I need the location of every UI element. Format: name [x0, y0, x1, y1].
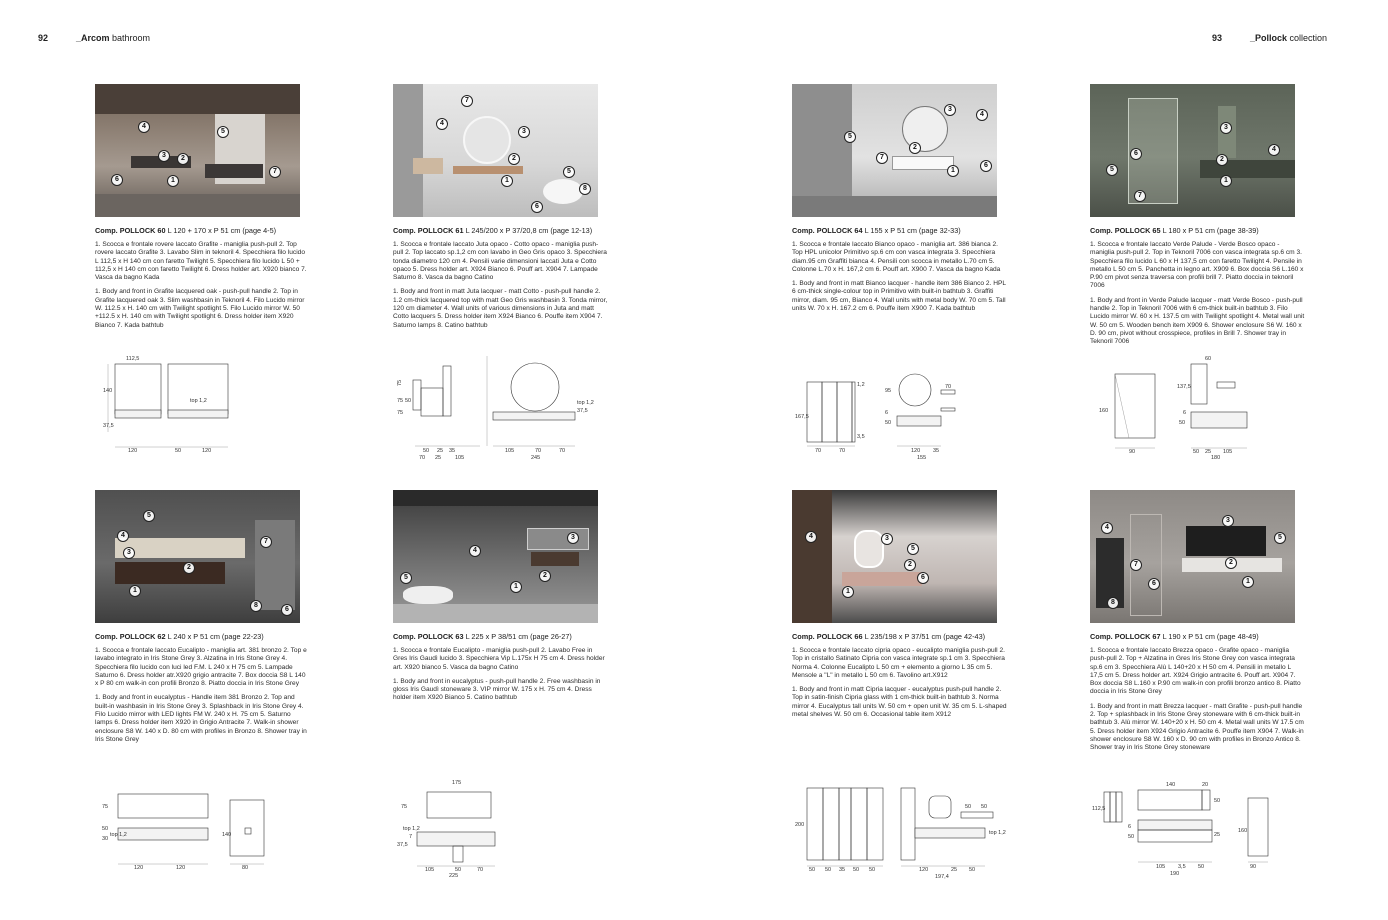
splashback — [1186, 526, 1266, 556]
dimension-label: 50 — [869, 867, 876, 873]
composition-photo — [1090, 490, 1295, 623]
composition-photo — [95, 490, 300, 623]
callout-marker: 4 — [1268, 144, 1280, 156]
callout-marker: 1 — [842, 586, 854, 598]
tall-units — [792, 490, 832, 623]
dimension-label: 50 — [1193, 449, 1200, 455]
dimension-label: 175 — [452, 780, 462, 786]
callout-marker: 6 — [531, 201, 543, 213]
callout-marker: 2 — [904, 559, 916, 571]
callout-marker: 4 — [117, 530, 129, 542]
dimension-label: 90 — [1129, 449, 1136, 455]
dimension-label: 37,5 — [577, 408, 588, 414]
composition-dimensions: L 225 x P 38/51 cm (page 26-27) — [463, 632, 572, 641]
description-english: 1. Body and front in matt Brezza lacquer - matt Grafite - push-pull handle 2. Top + splashback in Iris Stone Grey stoneware with 6 cm-thick built-in bathtub 3. Alù mirror W. 140+20 x H. 50 cm 4. Metal wall units W 17.5 cm 5. Dress holder item X924 Grigio Antracite 6. Pouffe item X904 7. Walk-in shower enclosure S8 W. 160 x D. 90 cm with profiles in Bronzo Antico 8. Shower tray in Iris Stone Grey stoneware — [1090, 702, 1304, 752]
dimension-label: 50 — [809, 867, 816, 873]
dimension-label: 50 — [405, 398, 412, 404]
dimension-label: 105 — [505, 448, 515, 454]
description-english: 1. Body and front in matt Cipria lacquer - eucalyptus push-pull handle 2. Top in satin-finish Cipria glass with 1 cm-thick built-in bathtub 3. Norma mirror 4. Eucalyptus tall units W. 50 cm + open unit W. 35 cm 5. L-shaped metal shelves W. 50 cm 6. Occasional table item X912 — [792, 686, 1007, 719]
dimension-label: 1,2 — [857, 382, 865, 388]
callout-marker: 6 — [1130, 148, 1142, 160]
composition-name: Comp. POLLOCK 60 — [95, 226, 166, 235]
dimension-label: 160 — [1099, 408, 1109, 414]
callout-marker: 8 — [579, 183, 591, 195]
ceiling-beam — [95, 84, 300, 114]
dimension-label: 167,5 — [795, 414, 809, 420]
dimension-label: 120 — [134, 865, 144, 871]
composition-card-pollock-60 — [95, 84, 310, 330]
callout-marker: 4 — [805, 531, 817, 543]
composition-photo — [393, 490, 598, 623]
callout-marker: 7 — [269, 166, 281, 178]
dimension-label: 50 — [1198, 864, 1205, 870]
dimension-label: 225 — [449, 873, 459, 879]
section-left: bathroom — [109, 33, 151, 43]
dimension-label: 50 — [965, 804, 972, 810]
callout-marker: 7 — [1134, 190, 1146, 202]
composition-title — [1090, 632, 1305, 641]
dimension-label: 140 — [103, 388, 113, 394]
dimension-label: 70 — [839, 448, 846, 454]
floor — [95, 194, 300, 217]
description-italian: 1. Scocca e frontale laccato Brezza opaco - Grafite opaco - maniglia push-pull 2. Top + Alzatina in Gres Iris Stone Grey con vasca integrata sp.6 cm 3. Specchiera Alù L 140+20 x H 50 cm 4. Pensili in metallo L 17,5 cm 5. Dress holder art. X924 Grigio antracite 6. Pouff art. X904 7. Box doccia S8 L.160 x P.90 cm walk-in con profili bronzo antico 8. Piatto doccia in Iris Stone Grey — [1090, 647, 1301, 696]
technical-drawing-pollock-66 — [793, 782, 1006, 882]
callout-marker: 5 — [844, 131, 856, 143]
composition-name: Comp. POLLOCK 64 — [792, 226, 863, 235]
callout-marker: 5 — [907, 543, 919, 555]
brand-left: _Arcom — [76, 33, 110, 43]
dimension-label: 3,5 — [1178, 864, 1186, 870]
dimension-label: 35 — [839, 867, 846, 873]
dimension-label: 6 — [885, 410, 889, 416]
dimension-label: 50 — [1214, 798, 1221, 804]
dimension-label: 112,5 — [1092, 806, 1106, 812]
shower-wall — [255, 520, 295, 610]
technical-drawing-pollock-62 — [100, 786, 275, 876]
composition-card-pollock-61 — [393, 84, 608, 330]
dimension-label: 6 — [1128, 824, 1132, 830]
dimension-label: 20 — [1202, 782, 1209, 788]
composition-title — [393, 226, 608, 235]
floor — [792, 196, 997, 217]
dimension-label: top 1,2 — [989, 830, 1006, 836]
dimension-label: 112,5 — [126, 356, 140, 362]
dimension-label: 50 — [825, 867, 832, 873]
callout-marker: 1 — [129, 585, 141, 597]
callout-marker: 4 — [1101, 522, 1113, 534]
callout-marker: 3 — [567, 532, 579, 544]
dimension-label: 75 — [102, 804, 109, 810]
callout-marker: 4 — [138, 121, 150, 133]
dimension-label: 140 — [1166, 782, 1176, 788]
composition-title — [1090, 226, 1305, 235]
composition-name: Comp. POLLOCK 63 — [393, 632, 464, 641]
mirror — [527, 528, 589, 550]
callout-marker: 1 — [947, 165, 959, 177]
dimension-label: 120 — [176, 865, 186, 871]
dimension-label: 70 — [535, 448, 542, 454]
technical-drawing-pollock-63 — [395, 776, 515, 880]
composition-dimensions: L 235/198 x P 37/51 cm (page 42-43) — [862, 632, 986, 641]
composition-title — [95, 226, 310, 235]
dimension-label: 50 — [455, 867, 462, 873]
dimension-label: 70 — [815, 448, 822, 454]
composition-name: Comp. POLLOCK 67 — [1090, 632, 1161, 641]
dimension-label: 7 — [409, 834, 413, 840]
callout-marker: 4 — [436, 118, 448, 130]
dimension-label: 105 — [425, 867, 435, 873]
composition-dimensions: L 180 x P 51 cm (page 38-39) — [1160, 226, 1259, 235]
dimension-label: 120 — [911, 448, 921, 454]
description-english: 1. Body and front in matt Bianco lacquer - handle item 386 Bianco 2. HPL 6 cm-thick single-colour top in Primitivo with built-in bathtub 3. Graffiti mirror, diam. 95 cm, Bianco 4. Wall units with metal body W. 70 cm 5. Tall units W. 70 x H. 167.2 cm 6. Pouffe item X900 7. Kada bathtub — [792, 280, 1006, 313]
composition-dimensions: L 155 x P 51 cm (page 32-33) — [862, 226, 961, 235]
callout-marker: 3 — [1220, 122, 1232, 134]
dimension-label: 75 — [397, 379, 403, 386]
technical-drawing-pollock-67 — [1090, 780, 1270, 880]
dimension-label: top 1,2 — [110, 832, 127, 838]
callout-marker: 3 — [881, 533, 893, 545]
callout-marker: 2 — [909, 142, 921, 154]
callout-marker: 5 — [400, 572, 412, 584]
dimension-label: 180 — [1211, 455, 1221, 461]
callout-marker: 5 — [1274, 532, 1286, 544]
technical-drawing-pollock-65 — [1095, 352, 1255, 460]
callout-marker: 7 — [876, 152, 888, 164]
ceiling — [393, 490, 598, 506]
vanity — [115, 562, 225, 584]
round-mirror — [463, 116, 511, 164]
dimension-label: 50 — [981, 804, 988, 810]
vanity — [531, 552, 579, 566]
dimension-label: 70 — [559, 448, 566, 454]
dimension-label: 50 — [102, 826, 109, 832]
dimension-label: top 1,2 — [403, 826, 420, 832]
dimension-label: 120 — [128, 448, 138, 454]
bathtub — [403, 586, 453, 604]
composition-dimensions: L 120 + 170 x P 51 cm (page 4-5) — [165, 226, 277, 235]
dimension-label: 75 — [397, 410, 404, 416]
callout-marker: 8 — [1107, 597, 1119, 609]
dimension-label: 200 — [795, 822, 805, 828]
description-english: 1. Body and front in matt Juta lacquer - matt Cotto - push-pull handle 2. 1.2 cm-thick lacquered top with matt Geo Gris washbasin 3. Tonda mirror, 120 cm diameter 4. Wall units of various dimensions in Juta and matt Cotto lacquers 5. Dress holder item X924 Bianco 6. Pouffe item X904 7. Saturno lamps 8. Catino bathtub — [393, 288, 608, 329]
dimension-label: 120 — [202, 448, 212, 454]
callout-marker: 6 — [281, 604, 293, 616]
callout-marker: 8 — [250, 600, 262, 612]
folio-right — [1212, 33, 1327, 43]
description-italian: 1. Scocca e frontale laccato Verde Palude - Verde Bosco opaco - maniglia push-pull 2. Top in Teknoril 7006 con vasca integrata sp.6 cm 3. Specchiera filo lucido L 60 x H 137,5 cm con faretto Twilight 4. Pensile in metallo L 50 cm 5. Panchetta in legno art. X909 6. Box doccia S6 L.160 x P.90 cm pivot senza traversa con profili brill 7. Piatto doccia in teknoril 7006 — [1090, 241, 1304, 290]
callout-marker: 5 — [1106, 164, 1118, 176]
section-right: collection — [1287, 33, 1328, 43]
page-number-right: 93 — [1212, 33, 1223, 43]
composition-photo — [393, 84, 598, 217]
dimension-label: 197,4 — [935, 874, 949, 880]
callout-marker: 1 — [501, 175, 513, 187]
callout-marker: 1 — [1220, 175, 1232, 187]
composition-card-pollock-62 — [95, 490, 310, 744]
description-english: 1. Body and front in eucalyptus - push-pull handle 2. Free washbasin in gloss Iris Gaudì stoneware 3. VIP mirror W. 175 x H. 75 cm 4. Dress holder item X920 Bianco 5. Catino bathtub — [393, 677, 601, 702]
dimension-label: 90 — [1250, 864, 1257, 870]
floor — [393, 604, 598, 623]
composition-title — [792, 226, 1007, 235]
dimension-label: 60 — [1205, 356, 1212, 362]
callout-marker: 2 — [1225, 557, 1237, 569]
dimension-label: 25 — [435, 455, 442, 461]
composition-dimensions: L 190 x P 51 cm (page 48-49) — [1160, 632, 1259, 641]
dimension-label: top 1,2 — [577, 400, 594, 406]
dimension-label: 70 — [945, 384, 952, 390]
callout-marker: 5 — [563, 166, 575, 178]
composition-dimensions: L 240 x P 51 cm (page 22-23) — [165, 632, 264, 641]
dimension-label: 37,5 — [397, 842, 408, 848]
vanity — [842, 572, 922, 586]
technical-drawing-pollock-61 — [395, 352, 594, 462]
dimension-label: 80 — [242, 865, 249, 871]
callout-marker: 4 — [976, 109, 988, 121]
page-number-left: 92 — [38, 33, 49, 43]
composition-dimensions: L 245/200 x P 37/20,8 cm (page 12-13) — [463, 226, 593, 235]
dimension-label: 3,5 — [857, 434, 865, 440]
callout-marker: 3 — [123, 547, 135, 559]
dimension-label: 37,5 — [103, 423, 114, 429]
callout-marker: 2 — [177, 153, 189, 165]
dimension-label: 75 — [401, 804, 408, 810]
callout-marker: 4 — [469, 545, 481, 557]
folio-left — [38, 33, 150, 43]
door-left — [393, 84, 423, 217]
callout-marker: 6 — [1148, 578, 1160, 590]
dimension-label: 120 — [919, 867, 929, 873]
composition-photo — [792, 84, 997, 217]
dimension-label: 25 — [951, 867, 958, 873]
description-italian: 1. Scocca e frontale laccato Eucalipto - maniglia art. 381 bronzo 2. Top e lavabo integrato in Iris Stone Grey 3. Alzatina in Iris Stone Grey 4. Specchiera filo lucido con luci led F.M. L 240 x H 75 cm 5. Lampade Saturno 6. Dress holder atr.X920 grigio antracite 7. Box doccia S8 L 140 x P 80 cm walk-in con profili Bronzo 8. Piatto doccia in Iris Stone Grey — [95, 647, 307, 688]
callout-marker: 7 — [260, 536, 272, 548]
composition-name: Comp. POLLOCK 65 — [1090, 226, 1161, 235]
callout-marker: 6 — [980, 160, 992, 172]
dimension-label: 50 — [1179, 420, 1186, 426]
dimension-label: 50 — [969, 867, 976, 873]
callout-marker: 5 — [143, 510, 155, 522]
bathtub — [543, 179, 583, 204]
composition-name: Comp. POLLOCK 61 — [393, 226, 464, 235]
composition-name: Comp. POLLOCK 62 — [95, 632, 166, 641]
dimension-label: 70 — [419, 455, 426, 461]
dimension-label: 25 — [1214, 832, 1221, 838]
vanity — [1200, 160, 1295, 178]
callout-marker: 1 — [167, 175, 179, 187]
dimension-label: 70 — [477, 867, 484, 873]
composition-photo — [1090, 84, 1295, 217]
dimension-label: 50 — [423, 448, 430, 454]
description-italian: 1. Scocca e frontale rovere laccato Grafite - maniglia push-pull 2. Top rovere laccato Grafite 3. Lavabo Slim in teknoril 4. Specchiera filo lucido L 112,5 x H 140 cm con faretto Twilight 5. Specchiera filo lucido L 50 + 112,5 x H 140 cm con faretto Twilight 6. Dress holder art. X920 bianco 7. Vasca da bagno Kada — [95, 241, 307, 282]
description-english: 1. Body and front in eucalyptus - Handle item 381 Bronzo 2. Top and built-in washbasin in Iris Stone Grey 3. Splashback in Iris Stone Grey 4. Filo Lucido mirror with LED lights FM W. 240 x H. 75 cm 5. Saturno lamps 6. Dress holder item X920 in Grigio Antracite 7. Walk-in shower enclosure S8 W. 140 x D. 80 cm with profiles in Bronzo 8. Shower tray in Iris Stone Grey — [95, 694, 307, 743]
callout-marker: 5 — [217, 126, 229, 138]
composition-title — [792, 632, 1007, 641]
callout-marker: 6 — [917, 572, 929, 584]
dimension-label: 140 — [222, 832, 232, 838]
callout-marker: 1 — [1242, 576, 1254, 588]
dimension-label: top 1,2 — [190, 398, 207, 404]
vanity — [892, 156, 954, 170]
description-english: 1. Body and front in Grafite lacquered oak - push-pull handle 2. Top in Grafite lacquered oak 3. Slim washbasin in Teknoril 4. Filo Lucido mirror W. 112.5 x H. 140 cm with Twilight spotlight 5. Filo Lucido mirror W. 50 +112.5 x H. 140 cm with Twilight spotlight 6. Dress holder item X920 Bianco 7. Kada bathtub — [95, 288, 305, 329]
dimension-label: 6 — [1183, 410, 1187, 416]
dimension-label: 245 — [531, 455, 541, 461]
dimension-label: 25 — [437, 448, 444, 454]
dimension-label: 105 — [1156, 864, 1166, 870]
description-italian: 1. Scocca e frontale laccato cipria opaco - eucalipto maniglia push-pull 2. Top in cristallo Satinato Cipria con vasca integrate sp.1 cm 3. Specchiera Norma 4. Colonne Eucalipto L 50 cm + elemento a giorno L 35 cm 5. Mensole a "L" in metallo L 50 cm 6. Tavolino art.X912 — [792, 647, 1005, 679]
callout-marker: 7 — [1130, 559, 1142, 571]
callout-marker: 2 — [183, 562, 195, 574]
brand-right: _Pollock — [1250, 33, 1288, 43]
composition-title — [95, 632, 310, 641]
callout-marker: 2 — [508, 153, 520, 165]
composition-name: Comp. POLLOCK 66 — [792, 632, 863, 641]
callout-marker: 2 — [1216, 154, 1228, 166]
callout-marker: 3 — [518, 126, 530, 138]
composition-photo — [95, 84, 300, 217]
dimension-label: 50 — [175, 448, 182, 454]
callout-marker: 3 — [1222, 515, 1234, 527]
dimension-label: 50 — [885, 420, 892, 426]
description-italian: 1. Scocca e frontale laccato Bianco opaco - maniglia art. 386 bianca 2. Top HPL unicolor Primitivo sp.6 cm con vasca integrata 3. Specchiera diam.95 cm Graffiti bianca 4. Pensili con scocca in metallo L.70 cm 5. Colonne L.70 x H. 167,2 cm 6. Pouff art. X900 7. Vasca da bagno Kada — [792, 241, 1001, 273]
technical-drawing-pollock-60 — [100, 352, 250, 457]
norma-mirror — [854, 530, 884, 568]
dimension-label: 75 — [397, 398, 404, 404]
dimension-label: 105 — [1223, 449, 1233, 455]
dimension-label: 190 — [1170, 871, 1180, 877]
dimension-label: 160 — [1238, 828, 1248, 834]
callout-marker: 3 — [944, 104, 956, 116]
composition-card-pollock-63 — [393, 490, 608, 703]
dimension-label: 30 — [102, 836, 109, 842]
dimension-label: 25 — [1205, 449, 1212, 455]
callout-marker: 6 — [111, 174, 123, 186]
vanity-top — [453, 166, 523, 174]
dimension-label: 95 — [885, 388, 892, 394]
technical-drawing-pollock-64 — [793, 368, 968, 468]
callout-marker: 2 — [539, 570, 551, 582]
description-italian: 1. Scocca e frontale Eucalipto - maniglia push-pull 2. Lavabo Free in Gres Iris Gaudì lucido 3. Specchiera Vip L.175x H 75 cm 4. Dress holder art. X920 bianco 5. Vasca da bagno Catino — [393, 647, 605, 671]
dimension-label: 105 — [455, 455, 465, 461]
dimension-label: 137,5 — [1177, 384, 1191, 390]
dimension-label: 155 — [917, 455, 927, 461]
dimension-label: 50 — [853, 867, 860, 873]
callout-marker: 1 — [510, 581, 522, 593]
composition-card-pollock-67 — [1090, 490, 1305, 753]
dimension-label: 35 — [933, 448, 940, 454]
composition-card-pollock-66 — [792, 490, 1007, 719]
dimension-label: 50 — [1128, 834, 1135, 840]
vanity-right — [205, 164, 263, 178]
description-english: 1. Body and front in Verde Palude lacquer - matt Verde Bosco - push-pull handle 2. Top in Teknoril 7006 with 6 cm-thick built-in bathtub 3. Filo Lucido mirror W. 60 x H. 137.5 cm with Twilight spotlight 4. Metal wall unit W. 50 cm 5. Wooden bench item X909 6. Shower enclosure S6 W. 160 x D. 90 cm, pivot without crosspiece, profiles in Brill 7. Shower tray in Teknoril 7006 — [1090, 296, 1305, 346]
callout-marker: 7 — [461, 95, 473, 107]
composition-title — [393, 632, 608, 641]
composition-card-pollock-64 — [792, 84, 1007, 313]
composition-card-pollock-65 — [1090, 84, 1305, 347]
description-italian: 1. Scocca e frontale laccato Juta opaco - Cotto opaco - maniglia push-pull 2. Top laccato sp.1,2 cm con lavabo in Geo Gris opaco 3. Specchiera tonda diametro 120 cm 4. Pensili varie dimensioni laccati Juta e Cotto opaco 5. Dress holder art. X924 Bianco 6. Pouff art. X904 7. Lampade Saturno 8. Vasca da bagno Catino — [393, 241, 607, 282]
callout-marker: 3 — [158, 150, 170, 162]
wall-unit — [413, 158, 443, 174]
dimension-label: 35 — [449, 448, 456, 454]
composition-photo — [792, 490, 997, 623]
